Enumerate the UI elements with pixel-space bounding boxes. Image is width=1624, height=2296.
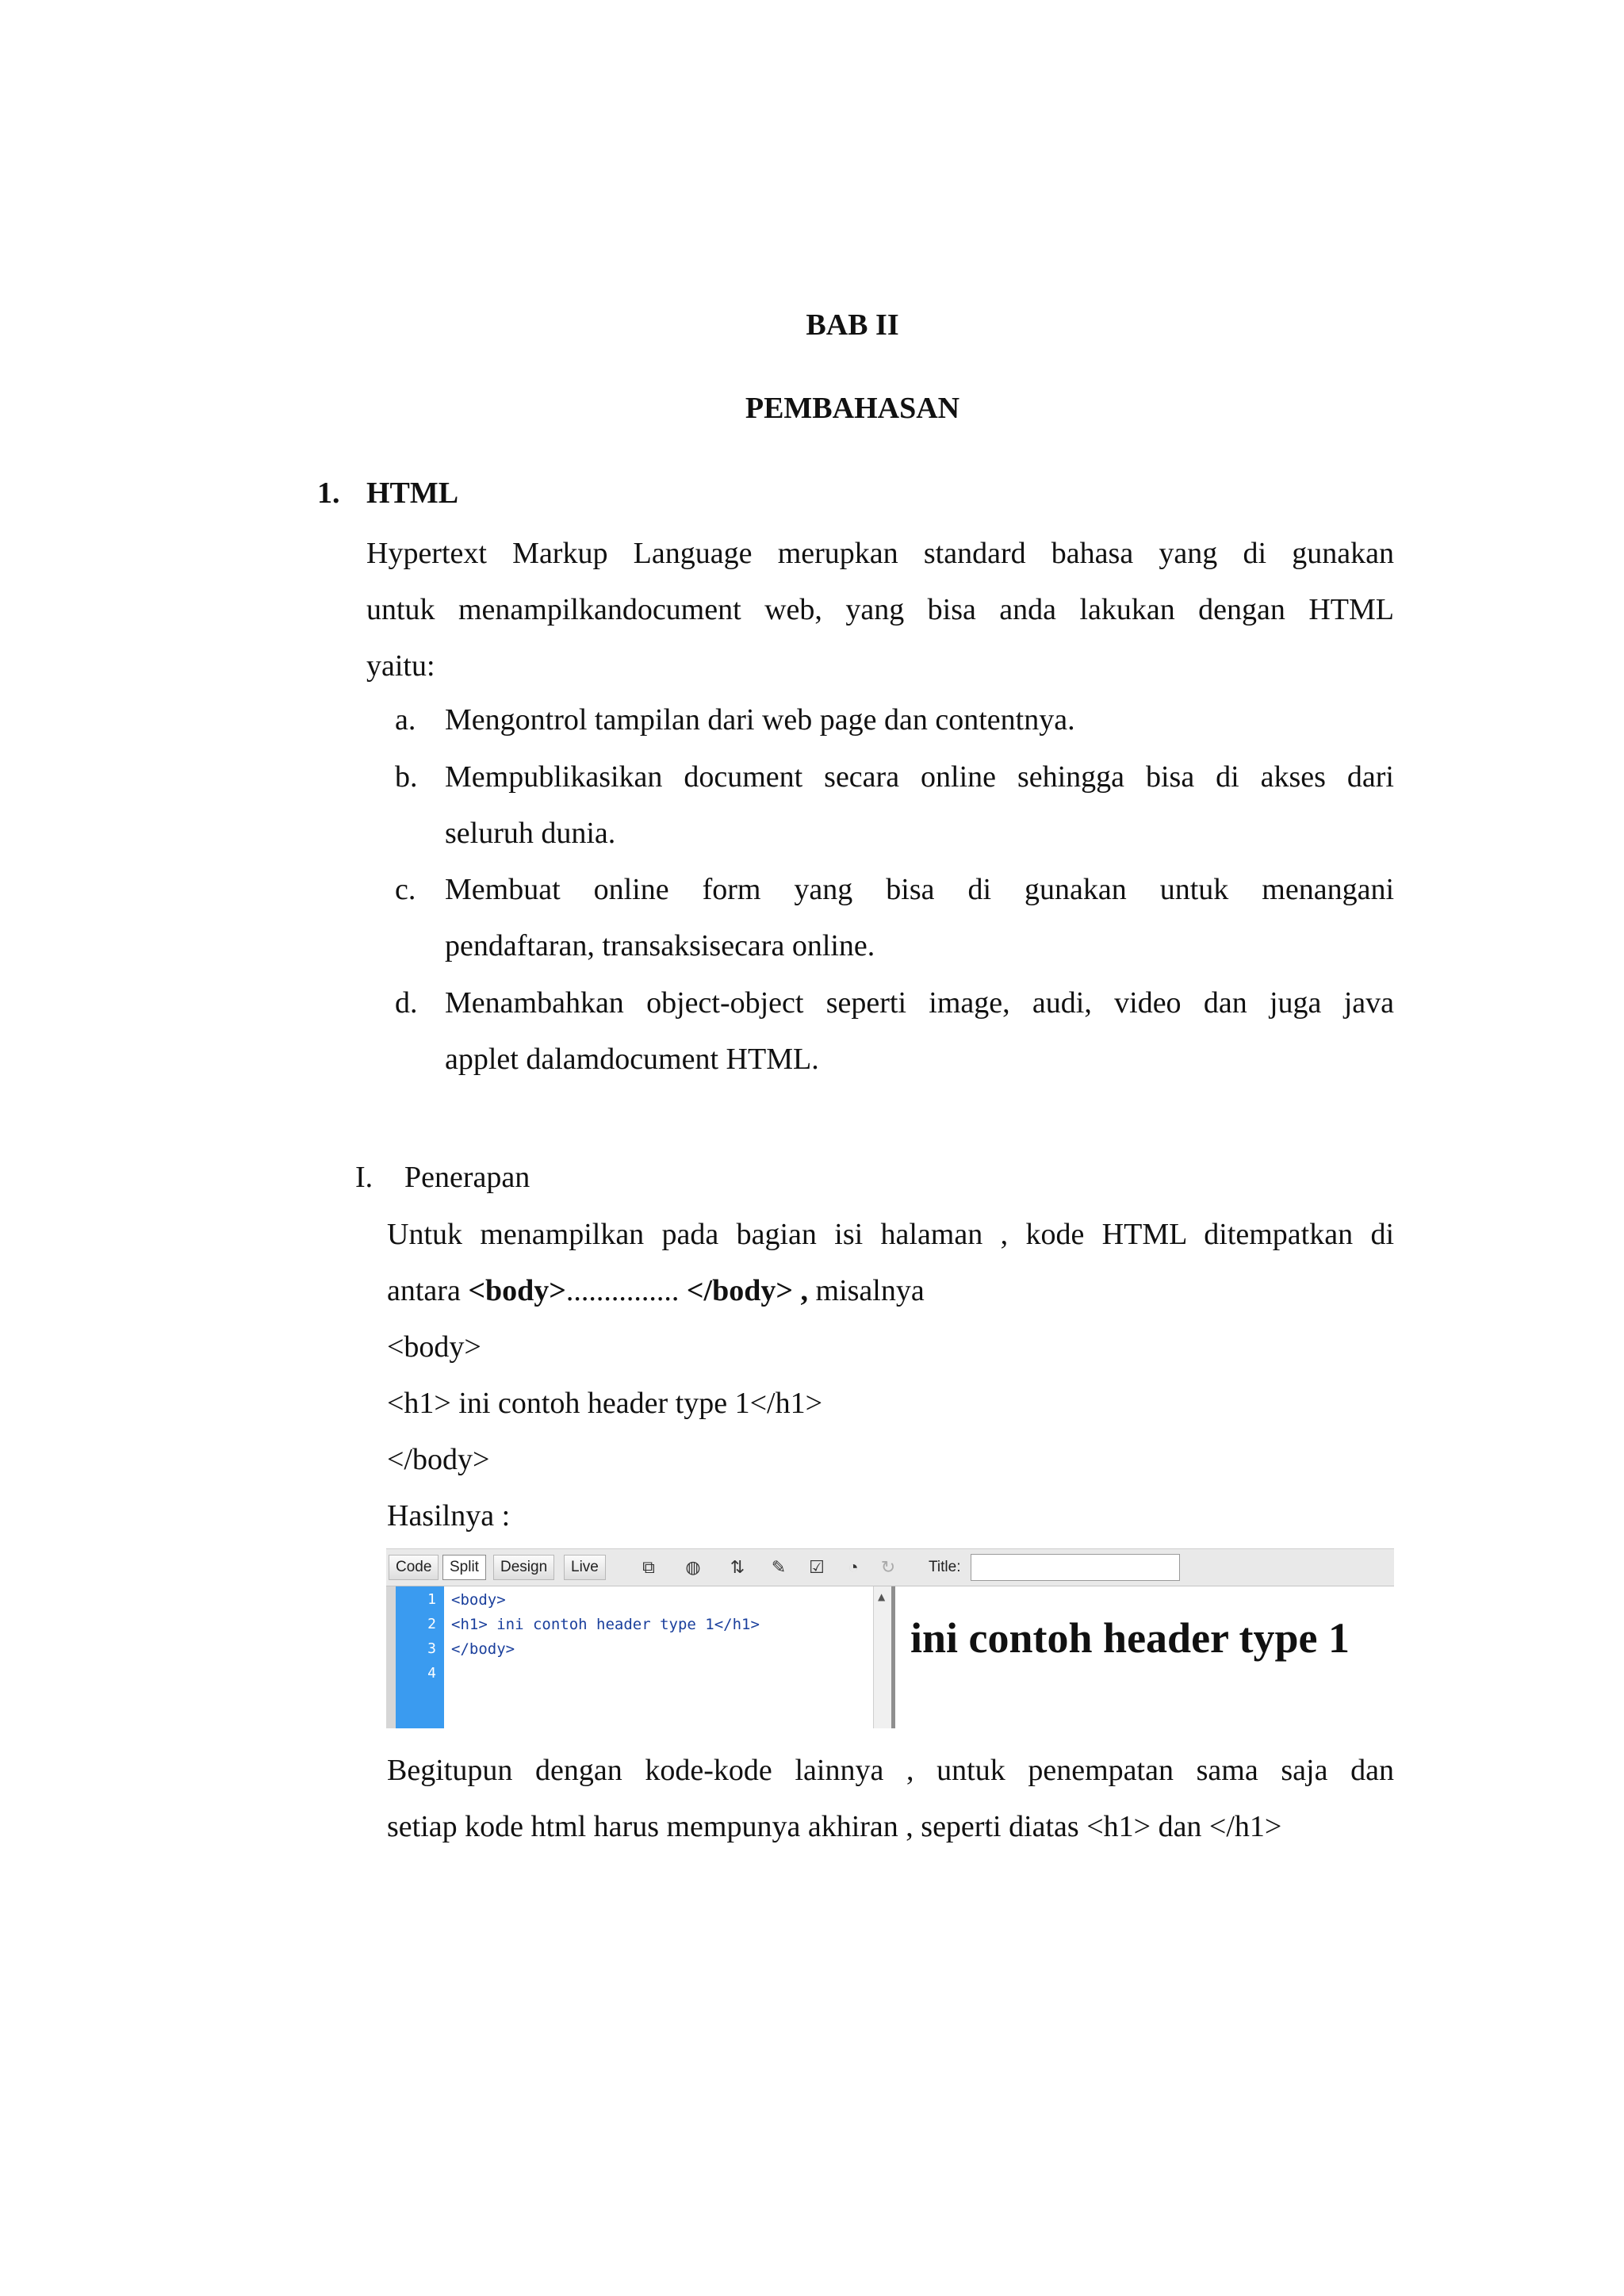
list-item: [445, 975, 1394, 1088]
code-line[interactable]: </body>: [451, 1640, 515, 1658]
line-number: 2: [427, 1616, 436, 1632]
line-numbers: [396, 1586, 444, 1728]
editor-screenshot: [386, 1548, 1394, 1728]
penerapan-line: Untuk menampilkan pada bagian isi halaman , kode HTML ditempatkan di: [387, 1218, 1394, 1251]
penerapan-line: [387, 1263, 1394, 1319]
text-fragment: antara: [387, 1274, 469, 1307]
title-label: Title:: [929, 1559, 961, 1575]
code-example-line: <body>: [387, 1330, 481, 1364]
code-scrollbar[interactable]: [873, 1586, 891, 1728]
check-page-icon[interactable]: ◔: [848, 1557, 859, 1577]
live-view-button[interactable]: Live: [564, 1555, 606, 1580]
line-number: 1: [427, 1591, 436, 1608]
code-example-line: </body>: [387, 1443, 490, 1476]
closing-line: setiap kode html harus mempunya akhiran , seperti diatas <h1> dan </h1>: [387, 1810, 1282, 1843]
validate-icon[interactable]: ☑: [809, 1557, 825, 1577]
result-label: Hasilnya :: [387, 1499, 511, 1533]
body-open-tag: <body>: [468, 1274, 566, 1307]
list-item-text: Mengontrol tampilan dari web page dan contentnya.: [445, 703, 1075, 737]
browser-preview-icon[interactable]: ◍: [685, 1557, 701, 1577]
line-number: 3: [427, 1640, 436, 1657]
list-item-letter: a.: [395, 703, 416, 737]
split-view-button[interactable]: Split: [442, 1555, 486, 1580]
editor-gutter: [386, 1586, 396, 1728]
split-divider[interactable]: [891, 1586, 895, 1728]
list-item-text: seluruh dunia.: [445, 817, 616, 850]
chapter-label: BAB II: [806, 308, 899, 342]
subsection-numeral: I.: [355, 1161, 373, 1194]
intro-line: yaitu:: [366, 649, 435, 683]
closing-line: Begitupun dengan kode-kode lainnya , untuk penempatan sama saja dan: [387, 1754, 1394, 1787]
list-item-letter: b.: [395, 760, 418, 794]
section-title: HTML: [366, 476, 459, 510]
subsection-title: Penerapan: [404, 1161, 530, 1194]
text-fragment: misalnya: [808, 1274, 925, 1307]
multiscreen-icon[interactable]: ⧉: [642, 1557, 655, 1577]
design-preview-pane[interactable]: [896, 1586, 1394, 1728]
refresh-icon[interactable]: ↻: [880, 1557, 896, 1577]
intro-line: untuk menampilkandocument web, yang bisa anda lakukan dengan HTML: [366, 593, 1394, 626]
section-number: 1.: [317, 476, 340, 510]
list-item-text: Mempublikasikan document secara online sehingga bisa di akses dari: [445, 760, 1394, 794]
intro-line: Hypertext Markup Language merupkan standard bahasa yang di gunakan: [366, 537, 1394, 570]
comma: ,: [793, 1274, 809, 1307]
list-item-text: Membuat online form yang bisa di gunakan untuk menangani: [445, 873, 1394, 906]
list-item-text: applet dalamdocument HTML.: [445, 1043, 819, 1076]
scroll-up-icon[interactable]: ▲: [878, 1591, 886, 1602]
file-management-icon[interactable]: ⇅: [730, 1557, 745, 1577]
list-item: [445, 749, 1394, 862]
intro-paragraph: [366, 526, 1394, 695]
list-item-text: pendaftaran, transaksisecara online.: [445, 929, 875, 962]
body-close-tag: </body>: [686, 1274, 794, 1307]
editor-toolbar: [386, 1549, 1394, 1586]
list-item-letter: c.: [395, 873, 416, 906]
code-line[interactable]: <h1> ini contoh header type 1</h1>: [451, 1616, 760, 1633]
list-item: [445, 862, 1394, 974]
code-line[interactable]: <body>: [451, 1591, 506, 1609]
chapter-title: PEMBAHASAN: [745, 392, 960, 425]
list-item-letter: d.: [395, 986, 418, 1020]
list-item: [445, 692, 1394, 748]
closing-paragraph: [387, 1743, 1394, 1855]
title-input[interactable]: [971, 1554, 1180, 1581]
preview-heading: ini contoh header type 1: [910, 1614, 1350, 1662]
line-number: 4: [427, 1665, 436, 1682]
list-item-text: Menambahkan object-object seperti image, audi, video dan juga java: [445, 986, 1394, 1020]
visual-aids-icon[interactable]: ✎: [771, 1557, 787, 1577]
code-example-line: <h1> ini contoh header type 1</h1>: [387, 1387, 822, 1420]
code-view-button[interactable]: Code: [389, 1555, 439, 1580]
penerapan-paragraph: [387, 1207, 1394, 1544]
design-view-button[interactable]: Design: [493, 1555, 554, 1580]
dots: ...............: [565, 1274, 680, 1307]
